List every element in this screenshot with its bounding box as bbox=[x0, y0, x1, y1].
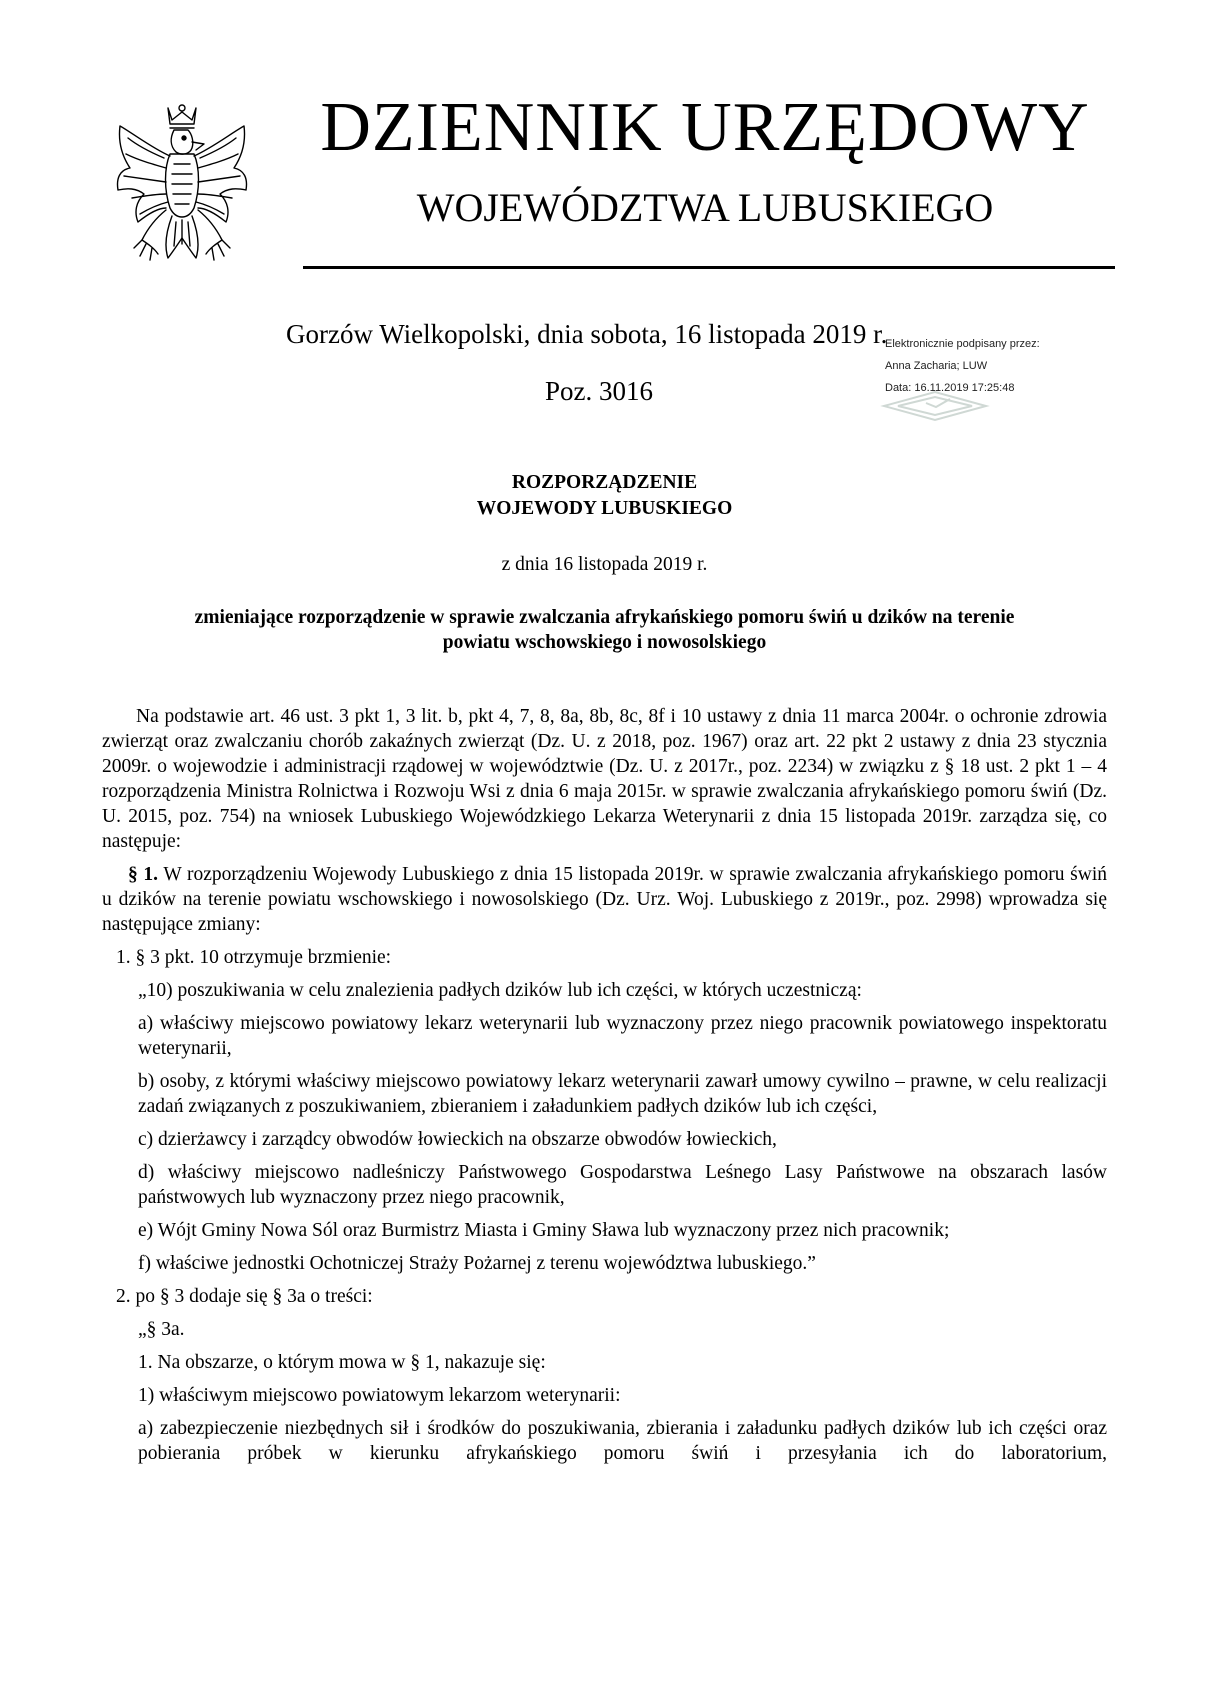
amendment-item-1-a: a) właściwy miejscowo powiatowy lekarz weterynarii lub wyznaczony przez niego pracownik powiatowego inspektoratu weterynarii, bbox=[138, 1013, 1107, 1059]
polish-eagle-emblem bbox=[108, 98, 256, 280]
amendment-item-1: 1. § 3 pkt. 10 otrzymuje brzmienie: bbox=[116, 947, 392, 968]
amendment-item-1-quote: „10) poszukiwania w celu znalezienia padłych dzików lub ich części, w których uczestniczą: bbox=[138, 980, 862, 1001]
signature-line-signer: Anna Zacharia; LUW bbox=[885, 360, 988, 372]
act-subject bbox=[102, 605, 1107, 655]
amendment-item-1-c: c) dzierżawcy i zarządcy obwodów łowieckich na obszarze obwodów łowieckich, bbox=[138, 1129, 777, 1150]
amendment-item-2: 2. po § 3 dodaje się § 3a o treści: bbox=[116, 1286, 373, 1307]
act-subject-line-1: zmieniające rozporządzenie w sprawie zwalczania afrykańskiego pomoru świń u dzików na terenie bbox=[194, 607, 1015, 628]
signature-check-icon bbox=[880, 389, 990, 423]
position-number: Poz. 3016 bbox=[545, 376, 653, 406]
act-subject-line-2: powiatu wschowskiego i nowosolskiego bbox=[442, 632, 767, 653]
place-and-date: Gorzów Wielkopolski, dnia sobota, 16 listopada 2019 r. bbox=[286, 319, 888, 349]
legal-basis-paragraph: Na podstawie art. 46 ust. 3 pkt 1, 3 lit. b, pkt 4, 7, 8, 8a, 8b, 8c, 8f i 10 ustawy z dnia 11 marca 2004r. o ochronie zdrowia zwierząt oraz zwalczaniu chorób zakaźnych zwierząt (Dz. U. z 2018, poz. 1967) oraz art. 22 pkt 2 ustawy z dnia 23 stycznia 2009r. o wojewodzie i administracji rządowej w województwie (Dz. U. z 2017r., poz. 2234) w związku z § 18 ust. 2 pkt 1 – 4 rozporządzenia Ministra Rolnictwa i Rozwoju Wsi z dnia 6 maja 2015r. w sprawie zwalczania afrykańskiego pomoru świń (Dz. U. 2015, poz. 754) na wniosek Lubuskiego Wojewódzkiego Lekarza Weterynarii z dnia 15 listopada 2019r. zarządza się, co następuje: bbox=[102, 706, 1107, 852]
amendment-item-1-d: d) właściwy miejscowo nadleśniczy Państwowego Gospodarstwa Leśnego Lasy Państwowe na obszarach lasów państwowych lub wyznaczony przez niego pracownik, bbox=[138, 1162, 1107, 1208]
amendment-item-2-point-1: 1. Na obszarze, o którym mowa w § 1, nakazuje się: bbox=[138, 1352, 546, 1373]
signature-line-signed-by: Elektronicznie podpisany przez: bbox=[885, 338, 1040, 350]
paragraph-1-sign: § 1. bbox=[128, 864, 159, 885]
act-type: ROZPORZĄDZENIE bbox=[511, 472, 698, 493]
amendment-item-2-point-1-1: 1) właściwym miejscowo powiatowym lekarzom weterynarii: bbox=[138, 1385, 621, 1406]
act-authority: WOJEWODY LUBUSKIEGO bbox=[476, 498, 733, 519]
masthead-subtitle: WOJEWÓDZTWA LUBUSKIEGO bbox=[416, 185, 994, 230]
masthead-divider bbox=[303, 266, 1115, 269]
amendment-item-1-e: e) Wójt Gminy Nowa Sól oraz Burmistrz Miasta i Gminy Sława lub wyznaczony przez nich pracownik; bbox=[138, 1220, 950, 1241]
masthead-title: DZIENNIK URZĘDOWY bbox=[320, 89, 1090, 166]
amendment-item-2-quote: „§ 3a. bbox=[138, 1319, 185, 1340]
act-date: z dnia 16 listopada 2019 r. bbox=[501, 554, 708, 575]
amendment-item-2-point-1-1-a: a) zabezpieczenie niezbędnych sił i środków do poszukiwania, zbierania i załadunku padłych dzików lub ich części oraz pobierania próbek w kierunku afrykańskiego pomoru świń i przesyłania ich do laboratorium, bbox=[138, 1418, 1107, 1464]
signature-line-date: Data: 16.11.2019 17:25:48 bbox=[885, 382, 1015, 394]
paragraph-1 bbox=[102, 862, 1107, 937]
document-body bbox=[102, 704, 1107, 1474]
amendment-item-1-b: b) osoby, z którymi właściwy miejscowo powiatowy lekarz weterynarii zawarł umowy cywilno – prawne, w celu realizacji zadań związanych z poszukiwaniem, zbieraniem i załadunkiem padłych dzików lub ich części, bbox=[138, 1071, 1107, 1117]
amendment-item-1-f: f) właściwe jednostki Ochotniczej Straży Pożarnej z terenu województwa lubuskiego.” bbox=[138, 1253, 816, 1274]
paragraph-1-text: W rozporządzeniu Wojewody Lubuskiego z dnia 15 listopada 2019r. w sprawie zwalczania afrykańskiego pomoru świń u dzików na terenie powiatu wschowskiego i nowosolskiego (Dz. Urz. Woj. Lubuskiego z 2019r., poz. 2998) wprowadza się następujące zmiany: bbox=[102, 864, 1108, 935]
